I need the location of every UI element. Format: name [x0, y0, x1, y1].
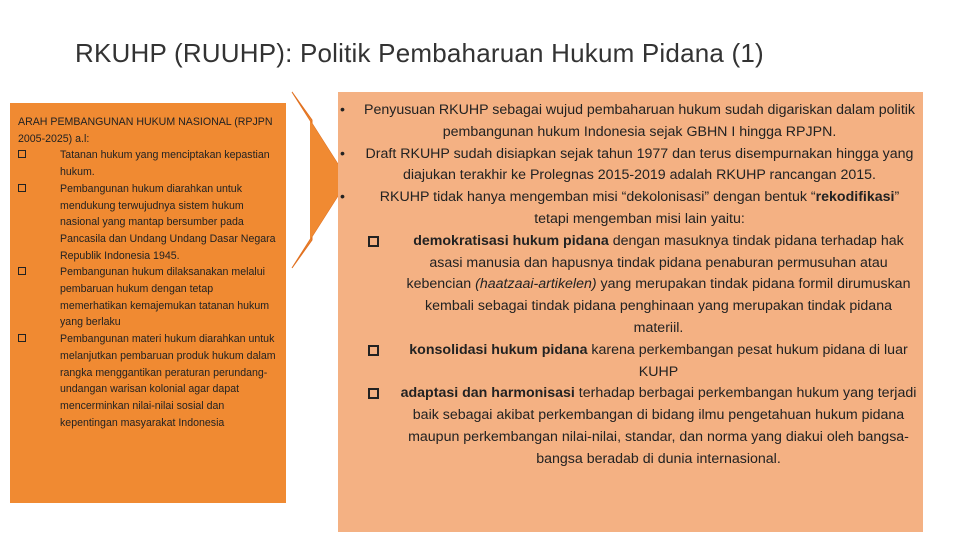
list-item	[18, 264, 278, 331]
sub-item-bold: konsolidasi hukum pidana	[409, 341, 588, 358]
bullet-dot-icon: •	[340, 102, 345, 118]
bullet-text: Draft RKUHP sudah disiapkan sejak tahun 1977 dan terus disempurnakan hingga yang diajukan terakhir ke Prolegnas 2015-2019 adalah RKUHP rancangan 2015.	[365, 145, 914, 184]
bullet-text-prefix: RKUHP tidak hanya mengemban misi “dekolonisasi” dengan bentuk “	[379, 189, 816, 206]
sub-item	[338, 231, 917, 340]
checkbox-bullet-icon	[368, 388, 379, 399]
checkbox-bullet-icon	[18, 184, 26, 192]
checkbox-bullet-icon	[368, 345, 379, 356]
sub-item-text: terhadap berbagai perkembangan hukum yang terjadi baik sebagai akibat perkembangan di bidang ilmu pengetahuan hukum pidana maupun perkembangan nilai-nilai, standar, dan norma yang diakui oleh bangsa-bangsa beradab di dunia internasional.	[408, 385, 917, 467]
sub-item-text: dengan masuknya tindak pidana terhadap hak asasi manusia dan hapusnya tindak pidana penaburan permusuhan atau kebencian	[406, 232, 904, 293]
sub-item	[338, 383, 917, 470]
list-item-text: Pembangunan hukum dilaksanakan melalui pembaruan hukum dengan tetap memerhatikan kemajemukan tatanan hukum yang berlaku	[60, 266, 270, 329]
bullet-item	[338, 100, 917, 144]
checkbox-bullet-icon	[18, 334, 26, 342]
bullet-dot-icon: •	[340, 145, 345, 162]
sub-item	[338, 340, 917, 384]
left-panel-intro: ARAH PEMBANGUNAN HUKUM NASIONAL (RPJPN 2005-2025) a.l:	[18, 116, 273, 145]
list-item-text: Pembangunan hukum diarahkan untuk mendukung terwujudnya sistem hukum nasional yang mantap bersumber pada Pancasila dan Undang Undang Dasar Negara Republik Indonesia 1945.	[60, 182, 276, 262]
list-item	[18, 147, 278, 180]
bullet-text-suffix: ” tetapi mengemban misi lain yaitu:	[534, 189, 900, 227]
bullet-text: Penyusuan RKUHP sebagai wujud pembaharuan hukum sudah digariskan dalam politik pembangunan hukum Indonesia sejak GBHN I hingga RPJPN.	[363, 102, 916, 140]
list-item-text: Pembangunan materi hukum diarahkan untuk melanjutkan pembaruan produk hukum dalam rangka menggantikan peraturan perundang-undangan warisan kolonial agar dapat mencerminkan nilai-nilai sosial dan kepentingan masyarakat Indonesia	[60, 333, 276, 429]
right-panel	[338, 92, 923, 532]
bullet-dot-icon: •	[340, 189, 345, 206]
checkbox-bullet-icon	[18, 267, 26, 275]
list-item	[18, 331, 278, 431]
bullet-text-bold: rekodifikasi	[815, 189, 895, 206]
slide-title: RKUHP (RUUHP): Politik Pembaharuan Hukum Pidana (1)	[75, 38, 764, 68]
checkbox-bullet-icon	[368, 236, 379, 247]
sub-item-text: yang merupakan tindak pidana formil dirumuskan kembali sebagai tindak pidana penghinaan yang merupakan tindak pidana materiil.	[425, 276, 911, 336]
bullet-item	[338, 187, 917, 231]
sub-item-bold: demokratisasi hukum pidana	[413, 232, 609, 249]
left-panel	[10, 103, 286, 503]
sub-item-text: karena perkembangan pesat hukum pidana di luar KUHP	[587, 341, 908, 380]
list-item	[18, 181, 278, 265]
list-item-text: Tatanan hukum yang menciptakan kepastian hukum.	[60, 149, 270, 179]
checkbox-bullet-icon	[18, 150, 26, 158]
bullet-item	[338, 144, 917, 188]
sub-item-bold: adaptasi dan harmonisasi	[400, 385, 575, 402]
sub-item-italic: (haatzaai-artikelen)	[475, 276, 597, 293]
